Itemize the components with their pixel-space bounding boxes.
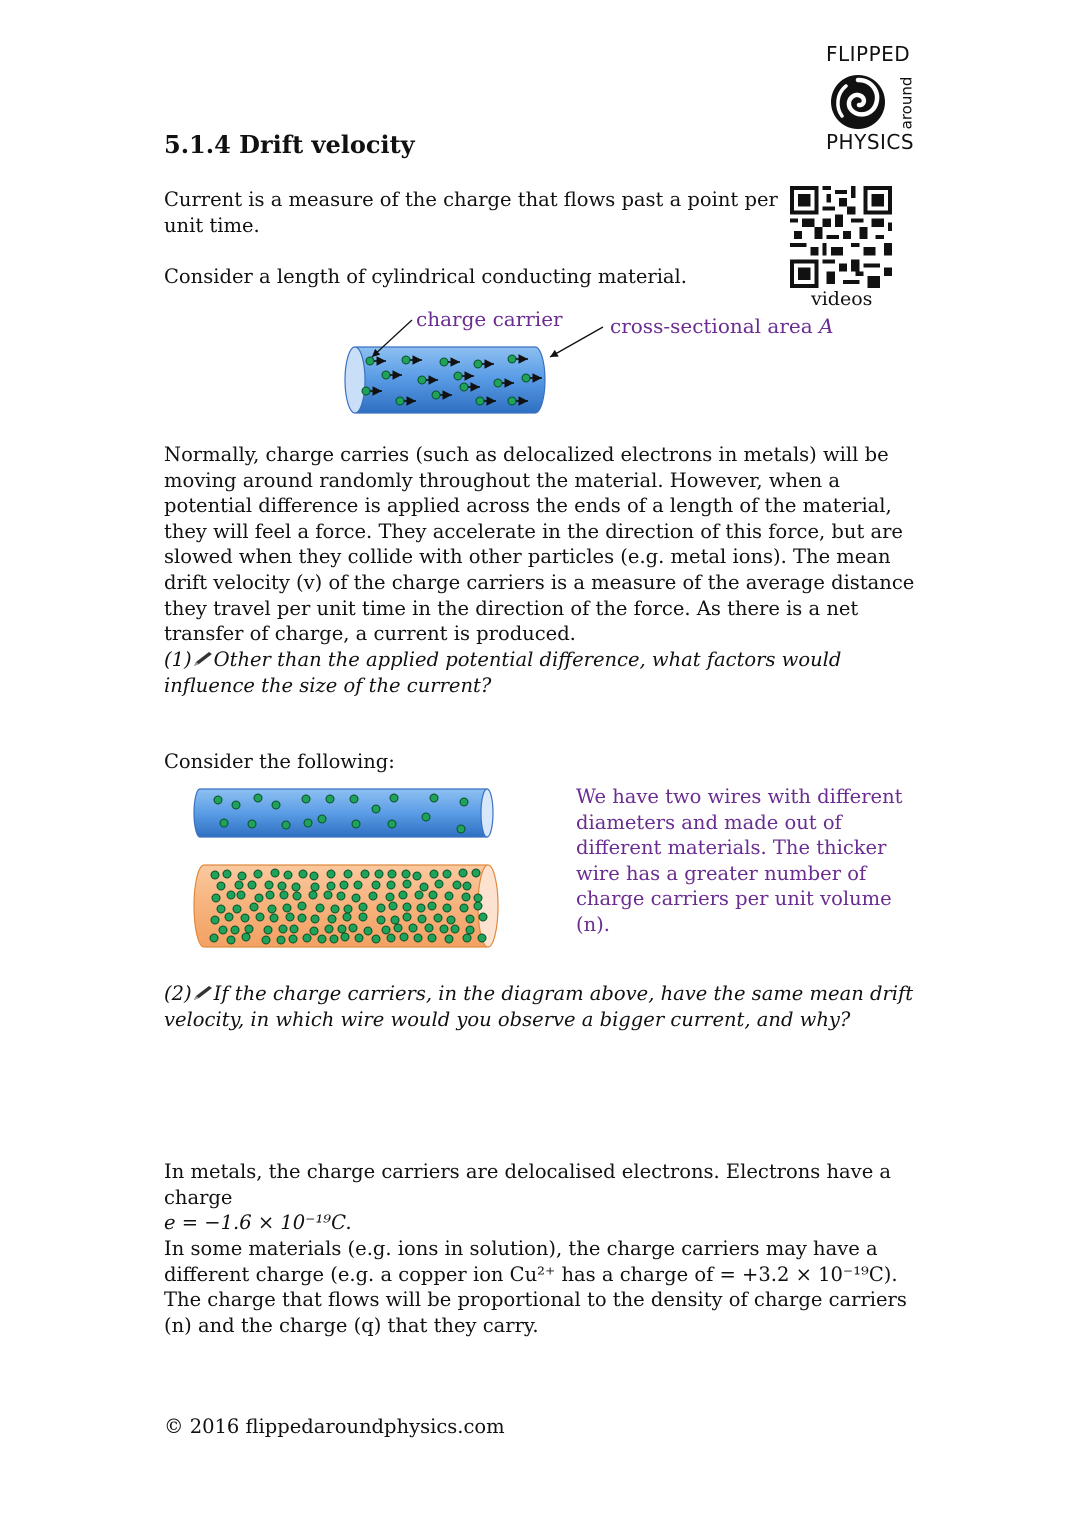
spiral-icon bbox=[828, 72, 888, 132]
thin-wire bbox=[194, 789, 493, 837]
thick-wire-carrier bbox=[266, 891, 274, 899]
logo bbox=[820, 40, 920, 155]
thick-wire-carrier bbox=[250, 903, 258, 911]
thick-wire-carrier bbox=[352, 894, 360, 902]
thick-wire-carrier bbox=[354, 881, 362, 889]
thick-wire-carrier bbox=[474, 902, 482, 910]
thick-wire-carrier bbox=[349, 924, 357, 932]
thick-wire-carrier bbox=[338, 925, 346, 933]
thick-wire-carrier bbox=[400, 933, 408, 941]
thick-wire-carrier bbox=[331, 905, 339, 913]
thick-wire-carrier bbox=[289, 935, 297, 943]
question-1 bbox=[164, 647, 916, 698]
label-area-variable: A bbox=[819, 314, 834, 338]
thick-wire-carrier bbox=[413, 872, 421, 880]
thick-wire-carrier bbox=[219, 926, 227, 934]
thick-wire-carrier bbox=[271, 869, 279, 877]
thick-wire-carrier bbox=[355, 934, 363, 942]
thick-wire-carrier bbox=[270, 914, 278, 922]
thick-wire-carrier bbox=[399, 891, 407, 899]
two-wires-diagram bbox=[190, 785, 505, 950]
thick-wire-carrier bbox=[462, 893, 470, 901]
qr-code[interactable] bbox=[790, 186, 892, 288]
thick-wire-carrier bbox=[364, 927, 372, 935]
thick-wire-carrier bbox=[387, 934, 395, 942]
thick-wire-carrier bbox=[280, 891, 288, 899]
thick-wire-carrier bbox=[447, 916, 455, 924]
thick-wire-carrier bbox=[292, 883, 300, 891]
thick-wire-carrier bbox=[445, 935, 453, 943]
thick-wire-carrier bbox=[284, 871, 292, 879]
thick-wire-carrier bbox=[318, 935, 326, 943]
thick-wire-carrier bbox=[369, 892, 377, 900]
thick-wire-carrier bbox=[372, 935, 380, 943]
thick-wire-carrier bbox=[466, 926, 474, 934]
thick-wire-carrier bbox=[361, 870, 369, 878]
thick-wire-carrier bbox=[311, 883, 319, 891]
thick-wire-carrier bbox=[372, 881, 380, 889]
thick-wire-carrier bbox=[391, 916, 399, 924]
thick-wire-carrier bbox=[310, 927, 318, 935]
thick-wire-carrier bbox=[429, 891, 437, 899]
thick-wire-carrier bbox=[265, 881, 273, 889]
thick-wire-carrier bbox=[359, 903, 367, 911]
thick-wire-carrier bbox=[233, 905, 241, 913]
thick-wire-carrier bbox=[453, 881, 461, 889]
thick-wire-carrier bbox=[445, 892, 453, 900]
thick-wire-carrier bbox=[278, 882, 286, 890]
thick-wire-carrier bbox=[430, 870, 438, 878]
thick-wire-carrier bbox=[377, 916, 385, 924]
thick-wire-carrier bbox=[460, 904, 468, 912]
thick-wire-carrier bbox=[420, 883, 428, 891]
thick-wire-carrier bbox=[227, 891, 235, 899]
thick-wire bbox=[194, 865, 498, 947]
thick-wire-carrier bbox=[428, 902, 436, 910]
cylinder-diagram bbox=[340, 305, 620, 420]
thick-wire-carrier bbox=[451, 925, 459, 933]
label-cross-sectional-area bbox=[610, 314, 833, 338]
question-2-text: If the charge carriers, in the diagram above, have the same mean drift velocity, in which wire would you observe a bigger current, and why? bbox=[164, 982, 914, 1031]
thick-wire-carrier bbox=[254, 870, 262, 878]
thick-wire-carrier bbox=[440, 925, 448, 933]
thick-wire-carrier bbox=[277, 936, 285, 944]
thick-wire-carrier bbox=[459, 869, 467, 877]
thick-wire-carrier bbox=[256, 913, 264, 921]
label-charge-carrier: charge carrier bbox=[416, 307, 563, 331]
question-1-text: Other than the applied potential difference, what factors would influence the size of the current? bbox=[164, 648, 842, 697]
thick-wire-carrier bbox=[328, 915, 336, 923]
thick-wire-carrier bbox=[298, 914, 306, 922]
thick-wire-carrier bbox=[327, 882, 335, 890]
thick-wire-carrier bbox=[316, 904, 324, 912]
thick-wire-carrier bbox=[217, 882, 225, 890]
logo-bottom-text: PHYSICS bbox=[826, 130, 915, 154]
thick-wire-carrier bbox=[248, 881, 256, 889]
pencil-icon bbox=[192, 984, 214, 1002]
label-cross-sectional-area-text: cross-sectional area bbox=[610, 314, 820, 338]
main-paragraph: Normally, charge carries (such as delocalized electrons in metals) will be moving around randomly throughout the material. However, when a potential difference is applied across the ends of a length of the material, they will feel a force. They accelerate in the direction of this force, but are slowed when they collide with other particles (e.g. metal ions). The mean drift velocity (v) of the charge carriers is a measure of the average distance they travel per unit time in the direction of the force. As there is a net transfer of charge, a current is produced. bbox=[164, 443, 915, 646]
ions-paragraph: In some materials (e.g. ions in solution), the charge carriers may have a different charge (e.g. a copper ion Cu²⁺ has a charge of = +3.2 × 10⁻¹⁹C). The charge that flows will be proportional to the density of charge carriers (n) and the charge (q) that they carry. bbox=[164, 1237, 907, 1337]
thick-wire-carrier bbox=[293, 892, 301, 900]
thick-wire-carrier bbox=[217, 905, 225, 913]
thick-wire-carrier bbox=[415, 891, 423, 899]
thick-wire-carrier bbox=[211, 916, 219, 924]
thick-wire-carrier bbox=[279, 925, 287, 933]
thick-wire-carrier bbox=[310, 872, 318, 880]
thick-wire-carrier bbox=[434, 914, 442, 922]
thick-wire-carrier bbox=[414, 934, 422, 942]
logo-top-text: FLIPPED bbox=[826, 42, 911, 66]
thick-wire-carrier bbox=[242, 933, 250, 941]
thick-wire-carrier bbox=[225, 913, 233, 921]
wires-description: We have two wires with different diameters and made out of different materials. The thicker wire has a greater number of charge carriers per unit volume (n). bbox=[576, 785, 903, 936]
logo-side-text: around bbox=[897, 76, 916, 130]
thick-wire-carrier bbox=[238, 872, 246, 880]
thick-wire-carrier bbox=[403, 913, 411, 921]
question-2-number: (2) bbox=[164, 982, 192, 1005]
thick-wire-carrier bbox=[245, 925, 253, 933]
thick-wire-carrier bbox=[211, 871, 219, 879]
metals-line-1: In metals, the charge carriers are delocalised electrons. Electrons have a charge bbox=[164, 1160, 892, 1209]
consider-following: Consider the following: bbox=[164, 750, 395, 773]
metals-line-2: e = −1.6 × 10⁻¹⁹C. bbox=[164, 1211, 352, 1235]
thick-wire-carrier bbox=[443, 870, 451, 878]
thick-wire-carrier bbox=[311, 915, 319, 923]
thick-wire-carrier bbox=[377, 904, 385, 912]
thick-wire-carrier bbox=[389, 902, 397, 910]
thick-wire-carrier bbox=[418, 915, 426, 923]
thick-wire-carrier bbox=[268, 905, 276, 913]
thick-wire-carrier bbox=[210, 934, 218, 942]
question-2 bbox=[164, 981, 916, 1032]
thick-wire-carrier bbox=[340, 881, 348, 889]
thick-wire-carrier bbox=[474, 894, 482, 902]
thick-wire-carrier bbox=[472, 869, 480, 877]
question-1-number: (1) bbox=[164, 648, 192, 671]
intro-paragraph-2: Consider a length of cylindrical conducting material. bbox=[164, 265, 687, 288]
thick-wire-carrier bbox=[337, 892, 345, 900]
thick-wire-carrier bbox=[309, 891, 317, 899]
thick-wire-carrier bbox=[388, 870, 396, 878]
footer-copyright: © 2016 flippedaroundphysics.com bbox=[164, 1415, 505, 1438]
thick-wire-carrier bbox=[386, 893, 394, 901]
pencil-icon bbox=[192, 650, 214, 668]
thick-wire-carrier bbox=[466, 915, 474, 923]
qr-caption: videos bbox=[811, 288, 873, 310]
intro-paragraph-1: Current is a measure of the charge that flows past a point per unit time. bbox=[164, 188, 778, 237]
thick-wire-carrier bbox=[286, 913, 294, 921]
thick-wire-carrier bbox=[479, 913, 487, 921]
thick-wire-carrier bbox=[341, 933, 349, 941]
thick-wire-carrier bbox=[298, 902, 306, 910]
thick-wire-carrier bbox=[344, 870, 352, 878]
thick-wire-carrier bbox=[303, 934, 311, 942]
thick-wire-carrier bbox=[327, 870, 335, 878]
thick-wire-carrier bbox=[241, 914, 249, 922]
thick-wire-carrier bbox=[212, 894, 220, 902]
thick-wire-carrier bbox=[359, 913, 367, 921]
section-heading: 5.1.4 Drift velocity bbox=[164, 130, 415, 159]
thick-wire-carrier bbox=[394, 924, 402, 932]
thick-wire-carrier bbox=[435, 880, 443, 888]
thick-wire-carrier bbox=[290, 925, 298, 933]
thick-wire-carrier bbox=[330, 935, 338, 943]
thick-wire-carrier bbox=[463, 882, 471, 890]
thick-wire-carrier bbox=[283, 904, 291, 912]
thick-wire-carrier bbox=[428, 934, 436, 942]
thick-wire-carrier bbox=[264, 926, 272, 934]
metals-paragraph bbox=[164, 1159, 916, 1236]
thick-wire-carrier bbox=[325, 925, 333, 933]
thick-wire-carrier bbox=[443, 904, 451, 912]
thick-wire-carrier bbox=[235, 881, 243, 889]
thick-wire-carrier bbox=[382, 926, 390, 934]
thick-wire-carrier bbox=[343, 913, 351, 921]
thick-wire-carrier bbox=[324, 891, 332, 899]
thick-wire-carrier bbox=[299, 870, 307, 878]
thick-wire-carrier bbox=[409, 924, 417, 932]
thick-wire-carrier bbox=[425, 924, 433, 932]
thick-wire-carrier bbox=[463, 934, 471, 942]
thick-wire-carrier bbox=[403, 880, 411, 888]
thick-wire-carrier bbox=[403, 903, 411, 911]
thick-wire-carrier bbox=[227, 936, 235, 944]
thick-wire-carrier bbox=[223, 870, 231, 878]
thick-wire-carrier bbox=[344, 905, 352, 913]
thick-wire-carrier bbox=[478, 934, 486, 942]
thick-wire-carrier bbox=[255, 894, 263, 902]
thick-wire-carrier bbox=[237, 891, 245, 899]
thick-wire-carrier bbox=[262, 936, 270, 944]
thick-wire-carrier bbox=[231, 926, 239, 934]
thick-wire-carrier bbox=[402, 870, 410, 878]
thick-wire-carrier bbox=[387, 881, 395, 889]
thick-wire-carrier bbox=[375, 870, 383, 878]
thick-wire-carrier bbox=[417, 904, 425, 912]
